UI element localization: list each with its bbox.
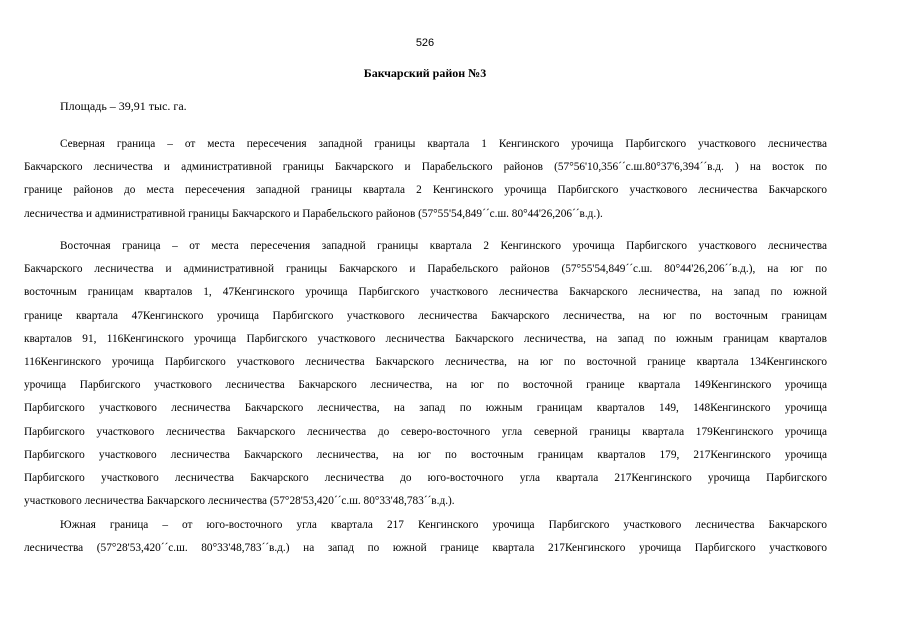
text-line: лесничества (57°28'53,420´´с.ш. 80°33'48,783´´в.д.) на запад по южной границе квартала 217Кенгинского урочища Парбигского участкового — [24, 542, 827, 555]
text-line: Парбигского участкового лесничества Бакчарского лесничества, на юг по восточным границам кварталов 179, 217Кенгинского урочища — [24, 448, 827, 461]
text-line: Южная граница – от юго-восточного угла квартала 217 Кенгинского урочища Парбигского участкового лесничества Бакчарского — [60, 519, 827, 531]
paragraph-south-border — [24, 514, 827, 560]
text-line: кварталов 91, 116Кенгинского урочища Парбигского участкового лесничества Бакчарского лесничества, на запад по южным границам кварталов — [24, 332, 827, 345]
text-line: границе квартала 47Кенгинского урочища Парбигского участкового лесничества Бакчарского лесничества, на юг по восточным границам — [24, 309, 827, 322]
text-line: лесничества и административной границы Бакчарского и Парабельского районов (57°55'54,849´´с.ш. 80°44'26,206´´в.д.). — [24, 207, 603, 220]
text-line: Бакчарского лесничества и административной границы Бакчарского и Парабельского районов (57°55'54,849´´с.ш. 80°44'26,206´´в.д.), на юг по — [24, 263, 827, 276]
paragraph-north-border — [24, 133, 827, 226]
area-line: Площадь – 39,91 тыс. га. — [60, 99, 187, 113]
document-title: Бакчарский район №3 — [363, 66, 487, 80]
text-line: Бакчарского лесничества и административной границы Бакчарского и Парабельского районов (57°56'10,356´´с.ш.80°37'6,394´´в.д. ) на восток по — [24, 161, 827, 174]
text-line: восточным границам кварталов 1, 47Кенгинского урочища Парбигского участкового лесничества Бакчарского лесничества, на запад по южной — [24, 286, 827, 299]
text-line: участкового лесничества Бакчарского лесничества (57°28'53,420´´с.ш. 80°33'48,783´´в.д.). — [24, 495, 455, 508]
paragraph-east-border — [24, 235, 827, 513]
text-line: Парбигского участкового лесничества Бакчарского лесничества, на запад по южным границам кварталов 149, 148Кенгинского урочища — [24, 402, 827, 415]
text-line: 116Кенгинского урочища Парбигского участкового лесничества Бакчарского лесничества, на юг по восточной границе квартала 134Кенгинского — [24, 355, 827, 368]
text-line: Восточная граница – от места пересечения западной границы квартала 2 Кенгинского урочища Парбигского участкового лесничества — [60, 240, 827, 252]
text-line: Парбигского участкового лесничества Бакчарского лесничества до северо-восточного угла северной границы квартала 179Кенгинского урочища — [24, 425, 827, 438]
text-line: урочища Парбигского участкового лесничества Бакчарского лесничества, на юг по восточной границе квартала 149Кенгинского урочища — [24, 379, 827, 392]
page-number: 526 — [415, 37, 435, 49]
text-line: Северная граница – от места пересечения западной границы квартала 1 Кенгинского урочища Парбигского участкового лесничества — [60, 138, 827, 150]
text-line: Парбигского участкового лесничества Бакчарского лесничества до юго-восточного угла квартала 217Кенгинского урочища Парбигского — [24, 471, 827, 484]
text-line: границе районов до места пересечения западной границы квартала 2 Кенгинского урочища Парбигского участкового лесничества Бакчарского — [24, 184, 827, 197]
